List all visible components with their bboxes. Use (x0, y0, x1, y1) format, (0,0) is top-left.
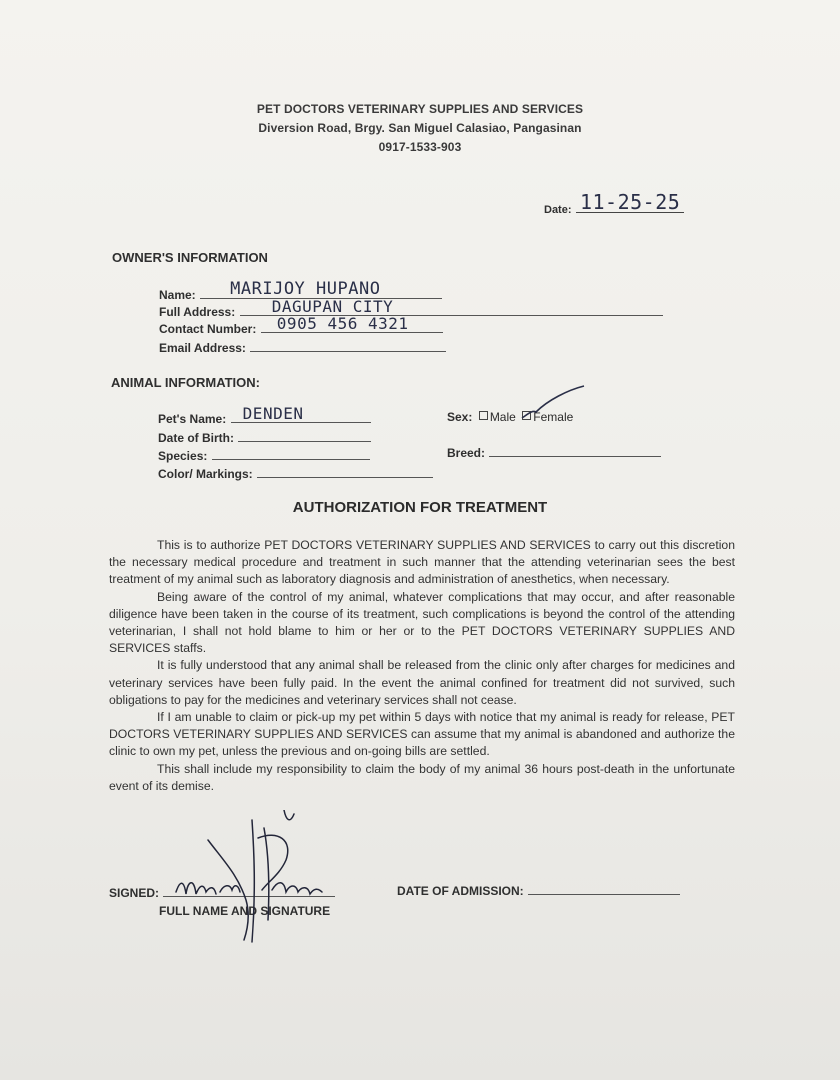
color-label: Color/ Markings: (158, 467, 253, 481)
signed-label: SIGNED: (109, 886, 160, 900)
date-admission-label: DATE OF ADMISSION: (397, 884, 524, 898)
color-line (257, 465, 433, 478)
breed-line (489, 444, 661, 457)
owner-address-value: DAGUPAN CITY (271, 297, 394, 316)
signed-caption-text: FULL NAME AND SIGNATURE (159, 904, 331, 918)
owner-contact-label: Contact Number: (159, 322, 257, 336)
business-name: PET DOCTORS VETERINARY SUPPLIES AND SERVICES (256, 102, 584, 116)
owner-address-label: Full Address: (159, 305, 236, 319)
authorization-title: AUTHORIZATION FOR TREATMENT (292, 499, 548, 516)
owner-name-value: MARIJOY HUPANO (230, 279, 381, 299)
owner-email-label: Email Address: (159, 341, 246, 355)
color-row (158, 465, 433, 483)
owner-contact-row (159, 314, 443, 338)
authorization-paragraph: This is to authorize PET DOCTORS VETERINARY SUPPLIES AND SERVICES to carry out this discretion the necessary medical procedure and treatment in such manner that the attending veterinarian sees the best treatment of my animal such as laboratory diagnosis and administration of anesthetics, when necessary. (109, 538, 735, 587)
date-admission-line (528, 882, 680, 895)
authorization-paragraph: This shall include my responsibility to claim the body of my animal 36 hours post-death in the unfortunate event of its demise. (109, 761, 735, 793)
dob-label: Date of Birth: (158, 431, 234, 445)
breed-label: Breed: (447, 446, 486, 460)
date-line (576, 190, 684, 214)
owner-section-title: OWNER'S INFORMATION (112, 250, 268, 265)
female-option-label: Female (533, 410, 574, 424)
female-check-mark (518, 384, 590, 424)
authorization-body (109, 537, 735, 795)
pet-name-value: DENDEN (242, 404, 304, 423)
date-admission-row (397, 882, 680, 900)
male-option-label: Male (489, 410, 516, 424)
species-label: Species: (158, 449, 208, 463)
authorization-paragraph: Being aware of the control of my animal, whatever complications that may occur, and after reasonable diligence have been taken in the course of its treatment, such complications is beyond the control of the attending veterinarian, I shall not hold blame to him or her or to the PET DOCTORS VETERINARY SUPPLIES AND SERVICES staffs. (109, 589, 735, 656)
pet-name-line (231, 404, 371, 423)
dob-line (238, 429, 371, 442)
owner-contact-line (261, 314, 443, 333)
pet-name-label: Pet's Name: (158, 412, 227, 426)
authorization-paragraph: If I am unable to claim or pick-up my pet within 5 days with notice that my animal is ready for release, PET DOCTORS VETERINARY SUPPLIES AND SERVICES can assume that my animal is abandoned and authorize the clinic to own my pet, unless the previous and on-going bills are settled. (109, 710, 735, 759)
letterhead (0, 100, 840, 157)
business-address: Diversion Road, Brgy. San Miguel Calasiao, Pangasinan (258, 121, 582, 135)
date-label: Date: (544, 204, 572, 216)
breed-row (447, 444, 661, 462)
date-field (544, 190, 684, 218)
owner-contact-value: 0905 456 4321 (276, 314, 409, 333)
pet-name-row (158, 404, 371, 428)
species-row (158, 447, 370, 465)
male-checkbox[interactable] (479, 411, 488, 420)
handwritten-signature (168, 810, 338, 950)
owner-name-label: Name: (159, 288, 196, 302)
business-phone: 0917-1533-903 (378, 140, 462, 154)
animal-section-title: ANIMAL INFORMATION: (111, 375, 260, 390)
owner-email-row (159, 339, 446, 357)
owner-address-row (159, 297, 663, 321)
date-value: 11-25-25 (579, 190, 681, 214)
owner-email-line (250, 339, 446, 352)
sex-label: Sex: (447, 410, 473, 424)
authorization-paragraph: It is fully understood that any animal shall be released from the clinic only after charges for medicines and veterinary services have been fully paid. In the event the animal confined for treatment did not survived, such obligations to pay for the medicines and veterinary services shall not cease. (109, 658, 735, 707)
dob-row (158, 429, 371, 447)
species-line (212, 447, 370, 460)
